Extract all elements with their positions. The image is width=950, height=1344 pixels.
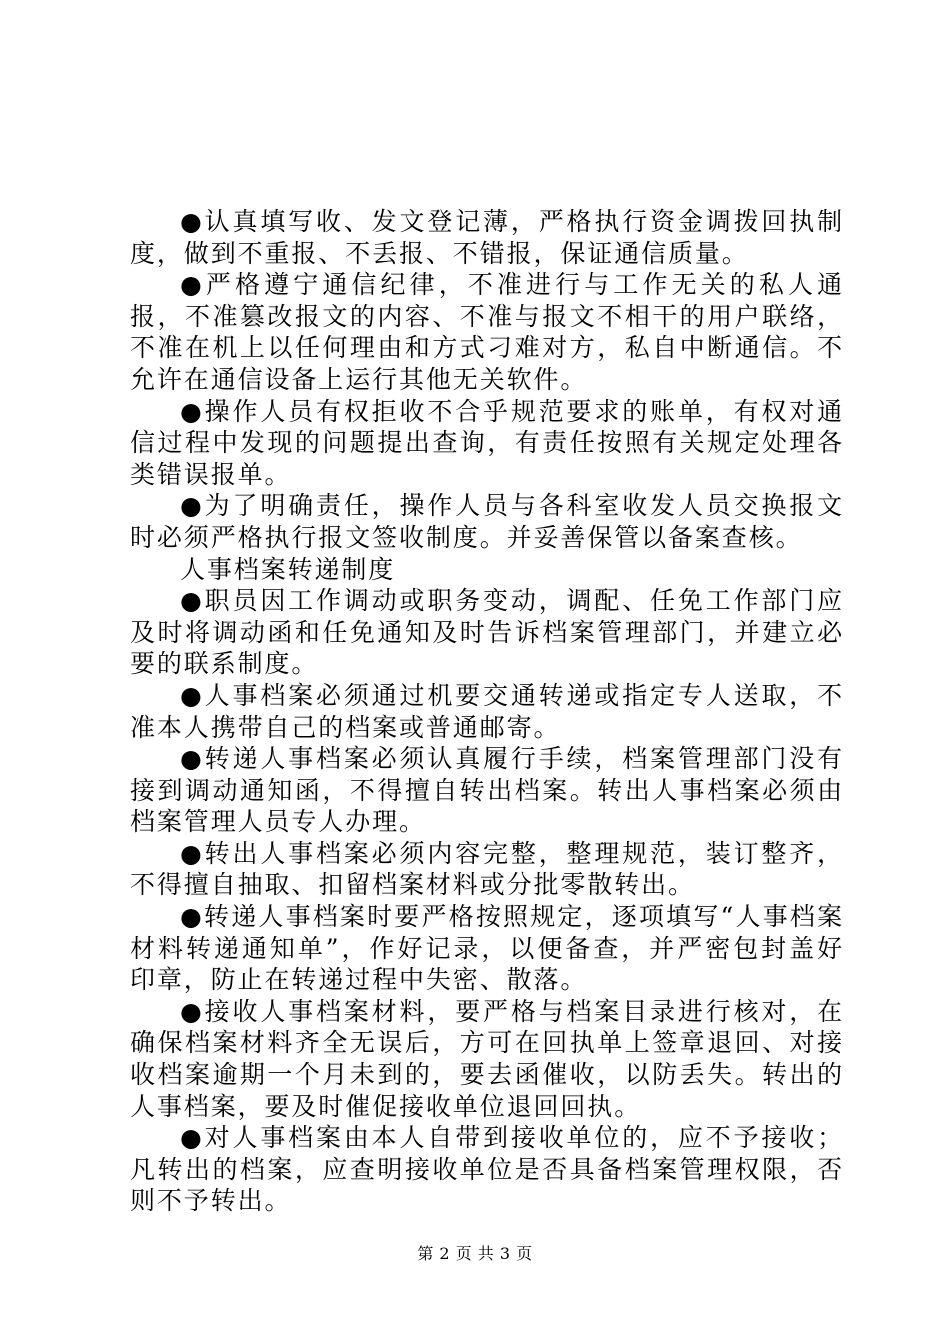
page-number: 第 2 页 共 3 页 <box>417 1244 533 1263</box>
paragraph: ●转递人事档案时要严格按照规定，逐项填写“人事档案材料转递通知单”，作好记录，以便备查，并严密包封盖好印章，防止在转递过程中失密、散落。 <box>130 902 844 995</box>
paragraph: ●接收人事档案材料，要严格与档案目录进行核对，在确保档案材料齐全无误后，方可在回执单上签章退回、对接收档案逾期一个月未到的，要去函催收，以防丢失。转出的人事档案，要及时催促接收单位退回回执。 <box>130 996 844 1121</box>
document-body <box>130 206 844 1217</box>
paragraph: ●人事档案必须通过机要交通转递或指定专人送取，不准本人携带自己的档案或普通邮寄。 <box>130 680 844 742</box>
paragraph: ●对人事档案由本人自带到接收单位的，应不予接收；凡转出的档案，应查明接收单位是否具备档案管理权限，否则不予转出。 <box>130 1123 844 1216</box>
paragraph: ●职员因工作调动或职务变动，调配、任免工作部门应及时将调动函和任免通知及时告诉档案管理部门，并建立必要的联系制度。 <box>130 586 844 679</box>
paragraph: ●操作人员有权拒收不合乎规范要求的账单，有权对通信过程中发现的问题提出查询，有责任按照有关规定处理各类错误报单。 <box>130 396 844 489</box>
paragraph: ●严格遵宁通信纪律，不准进行与工作无关的私人通报，不准篡改报文的内容、不准与报文不相干的用户联络，不准在机上以任何理由和方式刁难对方，私自中断通信。不允许在通信设备上运行其他无关软件。 <box>130 270 844 394</box>
paragraph: ●认真填写收、发文登记薄，严格执行资金调拨回执制度，做到不重报、不丢报、不错报，保证通信质量。 <box>130 207 844 268</box>
paragraph: ●为了明确责任，操作人员与各科室收发人员交换报文时必须严格执行报文签收制度。并妥善保管以备案查核。 <box>130 491 844 552</box>
paragraph: ●转递人事档案必须认真履行手续，档案管理部门没有接到调动通知函，不得擅自转出档案。转出人事档案必须由档案管理人员专人办理。 <box>130 744 844 837</box>
section-heading: 人事档案转递制度 <box>180 554 396 584</box>
paragraph: ●转出人事档案必须内容完整，整理规范，装订整齐，不得擅自抽取、扣留档案材料或分批零散转出。 <box>130 838 844 900</box>
page-footer <box>0 1244 950 1264</box>
